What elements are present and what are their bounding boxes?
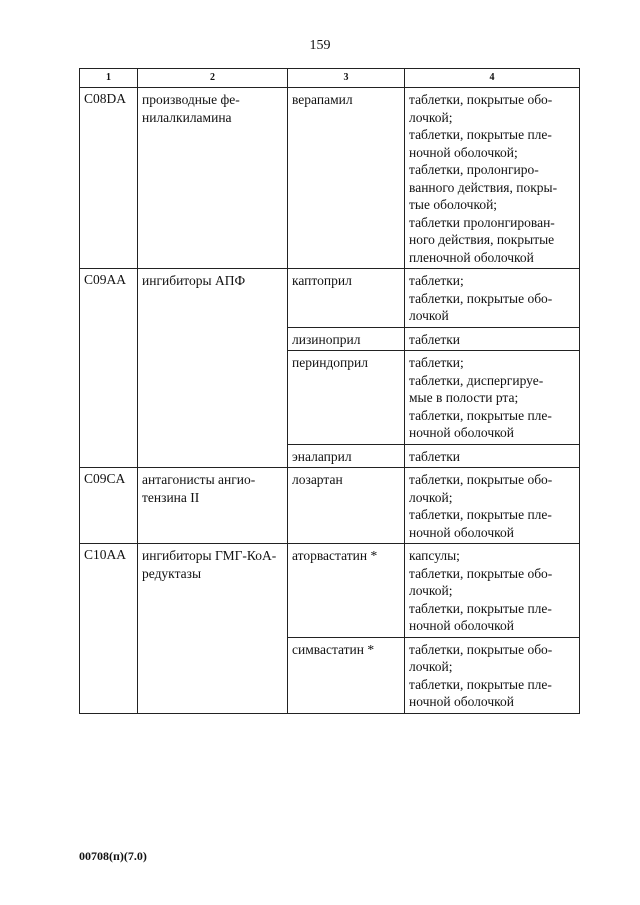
column-header-3: 3 xyxy=(288,69,405,88)
dosage-form-line: таблетки, покрытые обо- xyxy=(409,472,553,487)
dosage-form-line: лочкой; xyxy=(409,109,453,125)
dosage-form-line: таблетки; xyxy=(409,273,464,288)
dosage-form-line: пленочной оболочкой xyxy=(409,249,534,265)
dosage-form-line: таблетки, диспергируе- xyxy=(409,372,544,388)
medication-table xyxy=(79,68,580,714)
document-footer-code: 00708(п)(7.0) xyxy=(79,849,147,863)
dosage-form-line: таблетки, покрытые пле- xyxy=(409,507,552,522)
drug-name-cell: аторвастатин * xyxy=(288,544,405,638)
dosage-form-cell xyxy=(405,544,580,638)
dosage-form-line: ночной оболочкой; xyxy=(409,144,518,160)
drug-name-cell: симвастатин * xyxy=(288,637,405,713)
dosage-form-line: таблетки xyxy=(409,331,461,347)
atc-code-cell: C09CA xyxy=(80,468,138,544)
page-number: 159 xyxy=(309,38,331,53)
dosage-form-line: таблетки, покрытые обо- xyxy=(409,641,553,657)
drug-name-cell: верапамил xyxy=(288,88,405,269)
dosage-form-line: капсулы; xyxy=(409,548,460,563)
column-header-2: 2 xyxy=(138,69,288,88)
dosage-form-cell xyxy=(405,637,580,713)
pharmacological-group-cell: ингибиторы АПФ xyxy=(138,269,288,468)
dosage-form-cell xyxy=(405,269,580,328)
dosage-form-line: ночной оболочкой xyxy=(409,524,514,540)
dosage-form-line: ночной оболочкой xyxy=(409,618,514,633)
dosage-form-line: ночной оболочкой xyxy=(409,425,514,440)
dosage-form-cell xyxy=(405,468,580,544)
dosage-form-line: таблетки; xyxy=(409,355,464,370)
dosage-form-line: мые в полости рта; xyxy=(409,390,519,405)
drug-name-cell: лизиноприл xyxy=(288,327,405,351)
dosage-form-cell xyxy=(405,444,580,468)
dosage-form-cell xyxy=(405,351,580,445)
dosage-form-line: таблетки, покрытые обо- xyxy=(409,565,553,581)
dosage-form-line: таблетки пролонгирован- xyxy=(409,214,555,230)
drug-name-cell: периндоприл xyxy=(288,351,405,445)
dosage-form-line: лочкой; xyxy=(409,659,453,674)
dosage-form-cell xyxy=(405,88,580,269)
drug-name-cell: лозартан xyxy=(288,468,405,544)
atc-code-cell: C09AA xyxy=(80,269,138,468)
column-header-4: 4 xyxy=(405,69,580,88)
atc-code-cell: C10AA xyxy=(80,544,138,714)
dosage-form-line: таблетки, покрытые пле- xyxy=(409,407,552,423)
pharmacological-group-cell: антагонисты ангио-тензина II xyxy=(138,468,288,544)
table-header-row xyxy=(80,69,580,88)
dosage-form-line: ного действия, покрытые xyxy=(409,232,555,247)
dosage-form-line: таблетки, покрытые пле- xyxy=(409,127,552,142)
dosage-form-cell xyxy=(405,327,580,351)
table-row xyxy=(80,544,580,638)
dosage-form-line: таблетки, покрытые пле- xyxy=(409,676,552,692)
column-header-1: 1 xyxy=(80,69,138,88)
dosage-form-line: тые оболочкой; xyxy=(409,197,498,212)
pharmacological-group-cell: производные фе-нилалкиламина xyxy=(138,88,288,269)
pharmacological-group-cell: ингибиторы ГМГ-КоА-редуктазы xyxy=(138,544,288,714)
dosage-form-line: лочкой; xyxy=(409,583,453,598)
atc-code-cell: C08DA xyxy=(80,88,138,269)
drug-name-cell: каптоприл xyxy=(288,269,405,328)
dosage-form-line: таблетки, покрытые обо- xyxy=(409,290,553,306)
drug-name-cell: эналаприл xyxy=(288,444,405,468)
table-body xyxy=(80,88,580,714)
dosage-form-line: ночной оболочкой xyxy=(409,694,514,709)
dosage-form-line: таблетки, покрытые пле- xyxy=(409,600,552,616)
dosage-form-line: ванного действия, покры- xyxy=(409,179,558,195)
dosage-form-line: лочкой xyxy=(409,308,449,323)
table-row xyxy=(80,88,580,269)
dosage-form-line: таблетки, покрытые обо- xyxy=(409,92,553,107)
dosage-form-line: таблетки xyxy=(409,448,461,464)
table-row xyxy=(80,269,580,328)
dosage-form-line: лочкой; xyxy=(409,489,453,505)
table-row xyxy=(80,468,580,544)
dosage-form-line: таблетки, пролонгиро- xyxy=(409,162,539,177)
